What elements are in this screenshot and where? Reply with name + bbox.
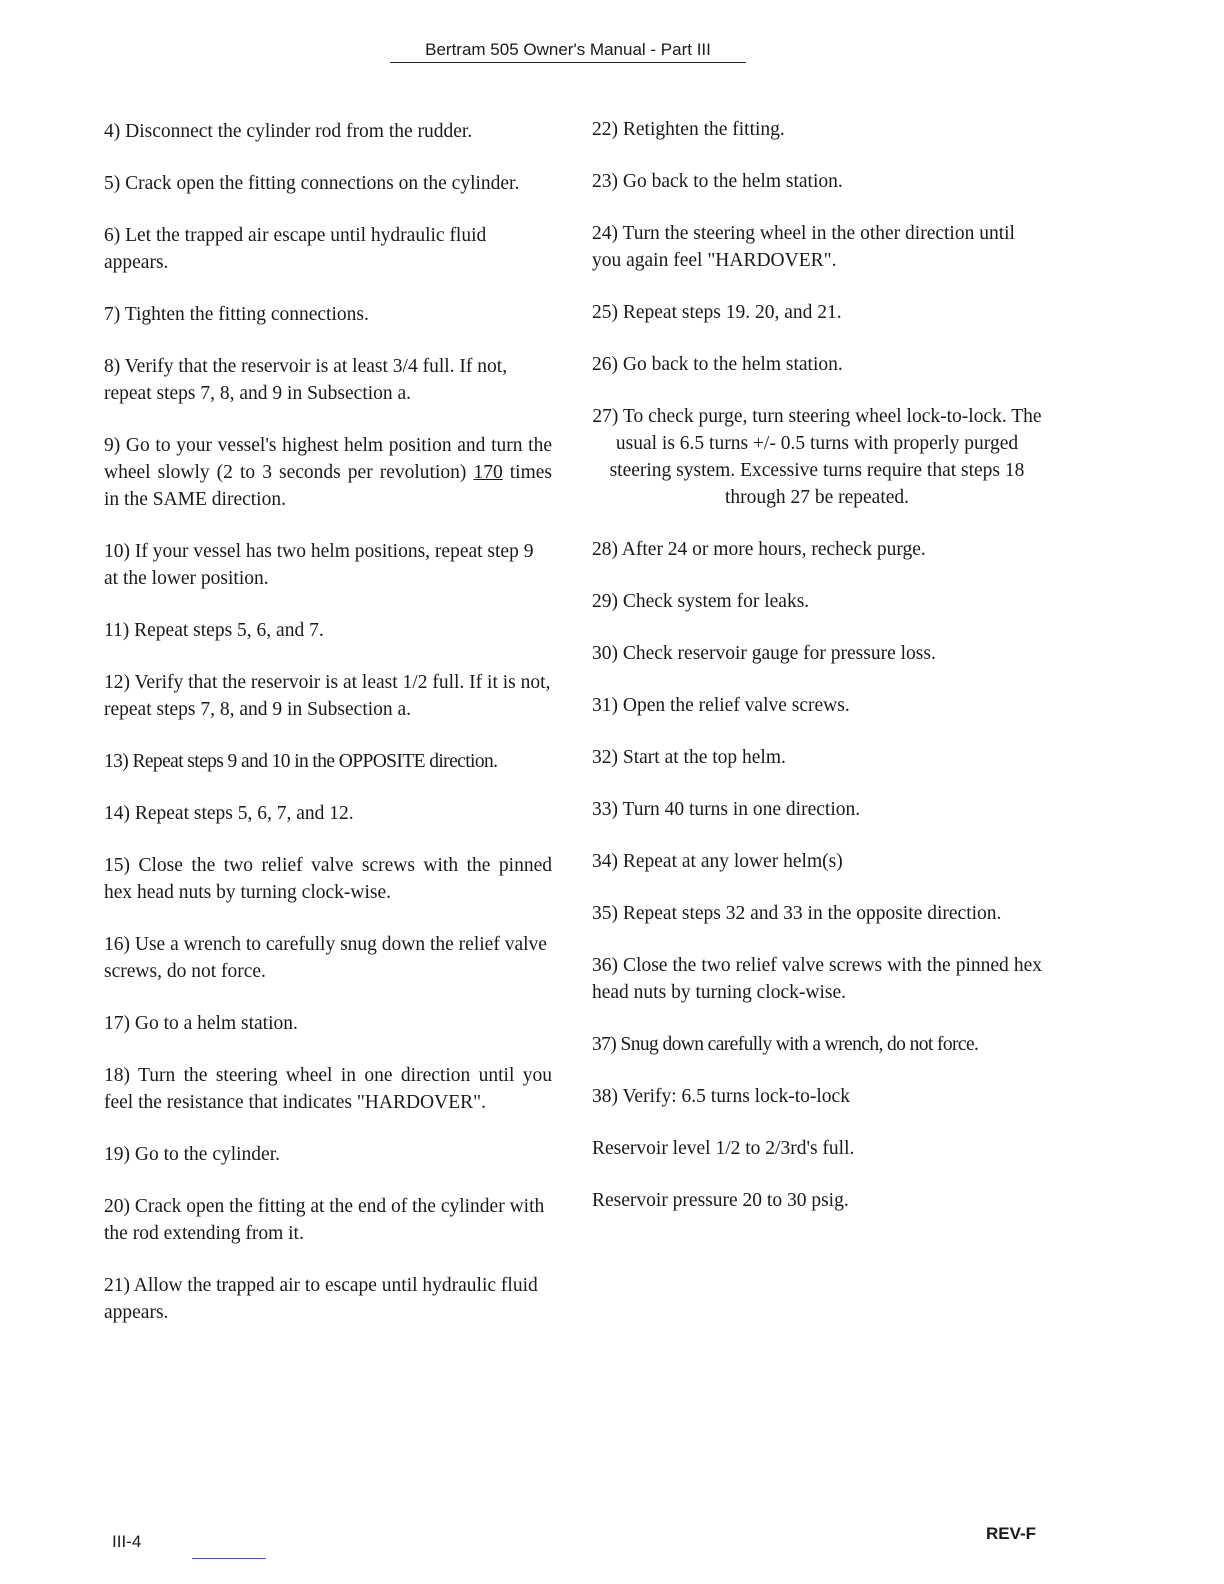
step-6: 6) Let the trapped air escape until hydraulic fluid appears. xyxy=(104,225,487,273)
page-number: III-4 xyxy=(112,1532,142,1551)
step-25: 25) Repeat steps 19. 20, and 21. xyxy=(592,302,842,323)
step-8: 8) Verify that the reservoir is at least 3/4 full. If not, repeat steps 7, 8, and 9 in Subsection a. xyxy=(104,356,508,404)
step-24: 24) Turn the steering wheel in the other direction until you again feel "HARDOVER". xyxy=(592,223,1015,271)
step-13: 13) Repeat steps 9 and 10 in the OPPOSITE direction. xyxy=(104,751,498,772)
step-23: 23) Go back to the helm station. xyxy=(592,171,843,192)
step-21: 21) Allow the trapped air to escape until hydraulic fluid appears. xyxy=(104,1275,538,1323)
step-16: 16) Use a wrench to carefully snug down the relief valve screws, do not force. xyxy=(104,934,547,982)
step-18: 18) Turn the steering wheel in one direction until you feel the resistance that indicates "HARDOVER". xyxy=(104,1065,552,1113)
step-9 xyxy=(104,432,552,513)
step-31: 31) Open the relief valve screws. xyxy=(592,695,850,716)
step-35: 35) Repeat steps 32 and 33 in the opposite direction. xyxy=(592,903,1002,924)
step-38: 38) Verify: 6.5 turns lock-to-lock xyxy=(592,1086,850,1107)
page-header-title: Bertram 505 Owner's Manual - Part III xyxy=(390,40,746,63)
step-27: 27) To check purge, turn steering wheel lock-to-lock. The usual is 6.5 turns +/- 0.5 turns with properly purged steering system. Excessive turns require that steps 18 through 27 be repeated. xyxy=(592,406,1042,508)
step-20: 20) Crack open the fitting at the end of the cylinder with the rod extending from it. xyxy=(104,1196,545,1244)
step-34: 34) Repeat at any lower helm(s) xyxy=(592,851,843,872)
step-22: 22) Retighten the fitting. xyxy=(592,119,785,140)
step-19: 19) Go to the cylinder. xyxy=(104,1144,281,1165)
step-17: 17) Go to a helm station. xyxy=(104,1013,298,1034)
step-5: 5) Crack open the fitting connections on the cylinder. xyxy=(104,173,520,194)
step-26: 26) Go back to the helm station. xyxy=(592,354,843,375)
step-36: 36) Close the two relief valve screws with the pinned hex head nuts by turning clock-wise. xyxy=(592,955,1042,1003)
reservoir-level: Reservoir level 1/2 to 2/3rd's full. xyxy=(592,1138,855,1159)
footer-rule xyxy=(192,1558,266,1559)
step-28: 28) After 24 or more hours, recheck purge. xyxy=(592,539,926,560)
step-12: 12) Verify that the reservoir is at least 1/2 full. If it is not, repeat steps 7, 8, and 9 in Subsection a. xyxy=(104,672,551,720)
step-9-count: 170 xyxy=(473,462,503,483)
left-column xyxy=(104,118,552,1351)
step-37: 37) Snug down carefully with a wrench, do not force. xyxy=(592,1034,979,1055)
step-7: 7) Tighten the fitting connections. xyxy=(104,304,369,325)
step-30: 30) Check reservoir gauge for pressure loss. xyxy=(592,643,936,664)
step-4: 4) Disconnect the cylinder rod from the rudder. xyxy=(104,121,473,142)
step-32: 32) Start at the top helm. xyxy=(592,747,786,768)
step-14: 14) Repeat steps 5, 6, 7, and 12. xyxy=(104,803,354,824)
step-9-text-a: 9) Go to your vessel's highest helm position and turn the wheel slowly (2 to 3 seconds per revolution) xyxy=(104,435,552,483)
step-9-text-b: times in the SAME direction. xyxy=(104,462,553,510)
right-column xyxy=(592,116,1042,1239)
step-10: 10) If your vessel has two helm positions, repeat step 9 at the lower position. xyxy=(104,541,534,589)
step-29: 29) Check system for leaks. xyxy=(592,591,810,612)
step-11: 11) Repeat steps 5, 6, and 7. xyxy=(104,620,324,641)
revision-label: REV-F xyxy=(986,1524,1037,1543)
step-33: 33) Turn 40 turns in one direction. xyxy=(592,799,861,820)
step-15: 15) Close the two relief valve screws with the pinned hex head nuts by turning clock-wise. xyxy=(104,855,552,903)
reservoir-pressure: Reservoir pressure 20 to 30 psig. xyxy=(592,1190,849,1211)
